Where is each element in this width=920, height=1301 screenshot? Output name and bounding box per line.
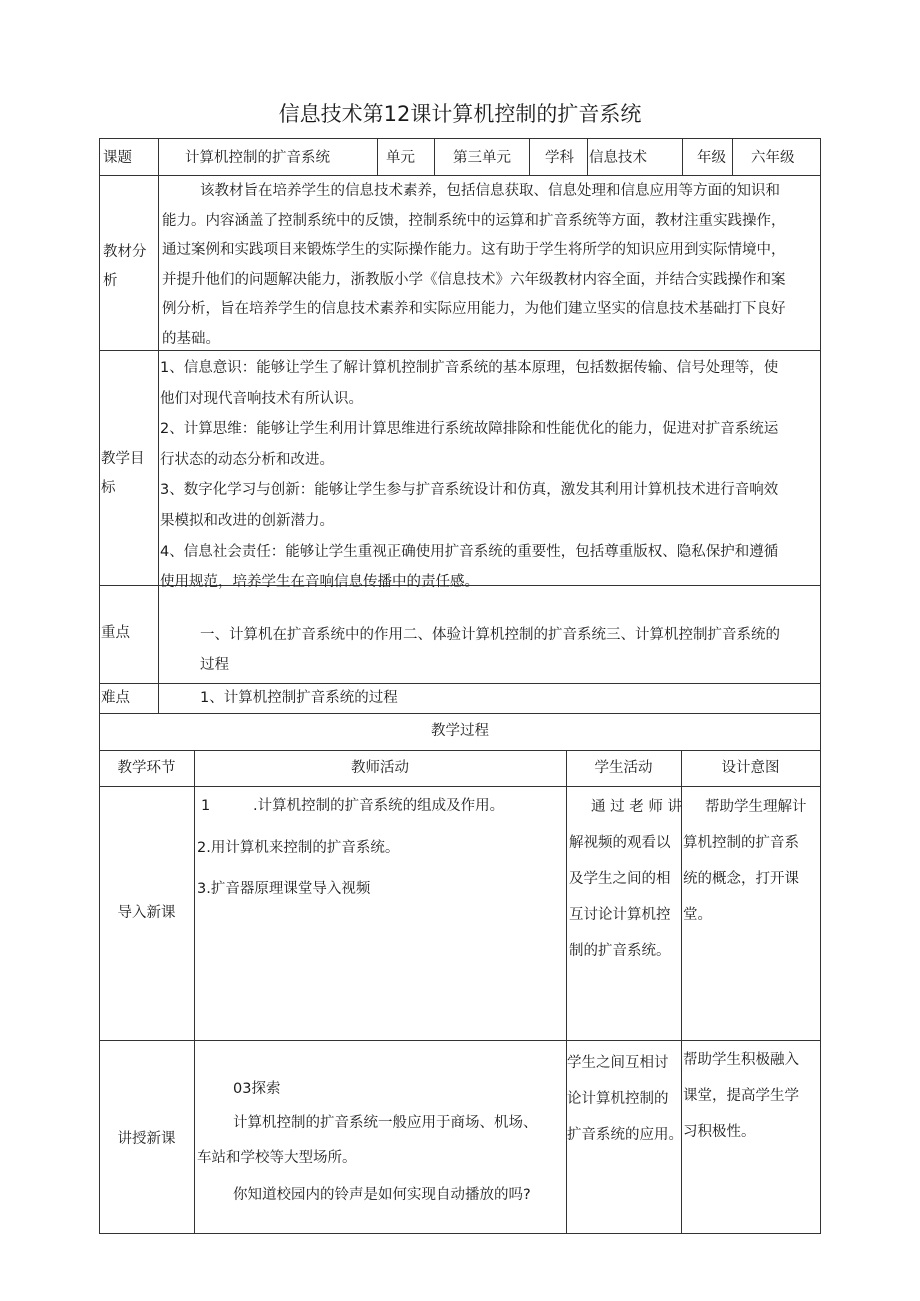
design-new — [683, 1042, 799, 1150]
rule — [99, 750, 821, 751]
rule — [99, 713, 821, 714]
rule — [99, 1233, 821, 1234]
analysis-text — [162, 177, 786, 354]
teacher-intro-line: .计算机控制的扩音系统的组成及作用。 — [253, 798, 505, 814]
goals-text — [160, 353, 778, 598]
col-stage-header: 教学环节 — [117, 760, 176, 776]
rule — [99, 138, 100, 1234]
student-new-line: 论计算机控制的 — [567, 1091, 669, 1107]
design-new-line: 帮助学生积极融入 — [683, 1052, 799, 1068]
stage-intro: 导入新课 — [117, 905, 176, 921]
key-point-line: 一、计算机在扩音系统中的作用二、体验计算机控制的扩音系统三、计算机控制扩音系统的 — [200, 627, 780, 643]
difficulty-label: 难点 — [101, 690, 130, 706]
analysis-label-line: 析 — [103, 273, 118, 289]
analysis-line: 并提升他们的问题解决能力，浙教版小学《信息技术》六年级教材内容全面，并结合实践操作和案 — [162, 271, 786, 288]
goal-line: 他们对现代音响技术有所认识。 — [160, 390, 363, 407]
col-teacher-header: 教师活动 — [351, 760, 409, 776]
rule — [587, 138, 588, 176]
analysis-line: 的基础。 — [162, 330, 220, 347]
student-intro-line: 通 过 老 师 讲 — [591, 799, 682, 815]
rule — [732, 138, 733, 176]
rule — [377, 138, 378, 176]
student-intro-line: 解视频的观看以 — [569, 835, 671, 851]
rule — [99, 786, 821, 787]
design-intro-line: 统的概念，打开课 — [683, 871, 799, 887]
rule — [158, 138, 159, 713]
teacher-new-line: 03探索 — [233, 1081, 281, 1097]
col-student-header: 学生活动 — [594, 760, 653, 776]
goal-line: 3、数字化学习与创新：能够让学生参与扩音系统设计和仿真，激发其利用计算机技术进行音响效 — [160, 482, 779, 499]
rule — [529, 138, 530, 176]
teacher-new-line: 车站和学校等大型场所。 — [197, 1150, 357, 1166]
key-points-text — [200, 621, 780, 680]
rule — [99, 175, 821, 176]
stage-new-lesson: 讲授新课 — [117, 1131, 176, 1147]
goal-line: 果模拟和改进的创新潜力。 — [160, 512, 334, 529]
design-intro-line: 算机控制的扩音系 — [683, 835, 799, 851]
rule — [99, 1040, 821, 1041]
goal-line: 2、计算思维：能够让学生利用计算思维进行系统故障排除和性能优化的能力，促进对扩音系统运 — [160, 421, 779, 438]
subject-value: 信息技术 — [589, 150, 647, 166]
goal-line: 使用规范，培养学生在音响信息传播中的责任感。 — [160, 574, 479, 591]
goals-label-line: 标 — [101, 480, 116, 496]
rule — [194, 750, 195, 1234]
col-design-header: 设计意图 — [721, 760, 780, 776]
unit-label: 单元 — [386, 150, 415, 166]
teacher-intro-line: 2.用计算机来控制的扩音系统。 — [197, 840, 400, 856]
analysis-label-line: 教材分 — [103, 244, 147, 260]
analysis-line: 能力。内容涵盖了控制系统中的反馈，控制系统中的运算和扩音系统等方面，教材注重实践操作， — [162, 212, 786, 229]
student-intro-line: 互讨论计算机控 — [569, 907, 671, 923]
design-intro-line: 堂。 — [683, 907, 712, 923]
analysis-line: 通过案例和实践项目来锻炼学生的实际操作能力。这有助于学生将所学的知识应用到实际情境中， — [162, 242, 786, 258]
teacher-intro-line: 3.扩音器原理课堂导入视频 — [197, 881, 371, 897]
analysis-line: 例分析，旨在培养学生的信息技术素养和实际应用能力，为他们建立坚实的信息技术基础打下良好 — [162, 301, 786, 317]
document-title: 信息技术第12课计算机控制的扩音系统 — [278, 102, 642, 126]
lesson-label: 课题 — [103, 150, 132, 166]
grade-label: 年级 — [697, 150, 726, 166]
student-new — [567, 1045, 683, 1153]
key-points-label: 重点 — [101, 625, 130, 641]
analysis-line: 该教材旨在培养学生的信息技术素养，包括信息获取、信息处理和信息应用等方面的知识和 — [200, 183, 780, 199]
rule — [566, 750, 567, 1234]
goal-line: 行状态的动态分析和改进。 — [160, 451, 334, 468]
student-new-line: 扩音系统的应用。 — [567, 1127, 683, 1143]
design-intro — [683, 789, 807, 933]
difficulty-text: 1、计算机控制扩音系统的过程 — [200, 690, 398, 706]
rule — [682, 138, 683, 176]
lesson-value: 计算机控制的扩音系统 — [185, 150, 330, 166]
rule — [99, 138, 821, 139]
design-intro-line: 帮助学生理解计 — [705, 799, 807, 815]
student-intro — [569, 789, 682, 969]
teacher-new-line: 计算机控制的扩音系统一般应用于商场、机场、 — [233, 1115, 538, 1131]
goal-line: 4、信息社会责任：能够让学生重视正确使用扩音系统的重要性，包括尊重版权、隐私保护和遵循 — [160, 543, 779, 560]
process-title: 教学过程 — [431, 723, 489, 739]
design-new-line: 课堂，提高学生学 — [683, 1088, 799, 1104]
goals-label-line: 教学目 — [101, 451, 145, 467]
goal-line: 1、信息意识：能够让学生了解计算机控制扩音系统的基本原理，包括数据传输、信号处理等，使 — [160, 360, 779, 376]
student-new-line: 学生之间互相讨 — [567, 1055, 669, 1071]
unit-value: 第三单元 — [453, 150, 511, 166]
subject-label: 学科 — [545, 150, 574, 166]
goals-label — [101, 445, 145, 503]
grade-value: 六年级 — [751, 150, 795, 166]
rule — [820, 138, 821, 1234]
design-new-line: 习积极性。 — [683, 1124, 756, 1140]
teacher-new-line: 你知道校园内的铃声是如何实现自动播放的吗? — [233, 1187, 531, 1203]
rule — [99, 683, 821, 684]
teacher-intro-num: 1 — [201, 798, 211, 814]
analysis-label — [103, 238, 147, 296]
rule — [434, 138, 435, 176]
student-intro-line: 及学生之间的相 — [569, 871, 671, 887]
student-intro-line: 制的扩音系统。 — [569, 943, 671, 959]
key-point-line: 过程 — [200, 656, 229, 673]
